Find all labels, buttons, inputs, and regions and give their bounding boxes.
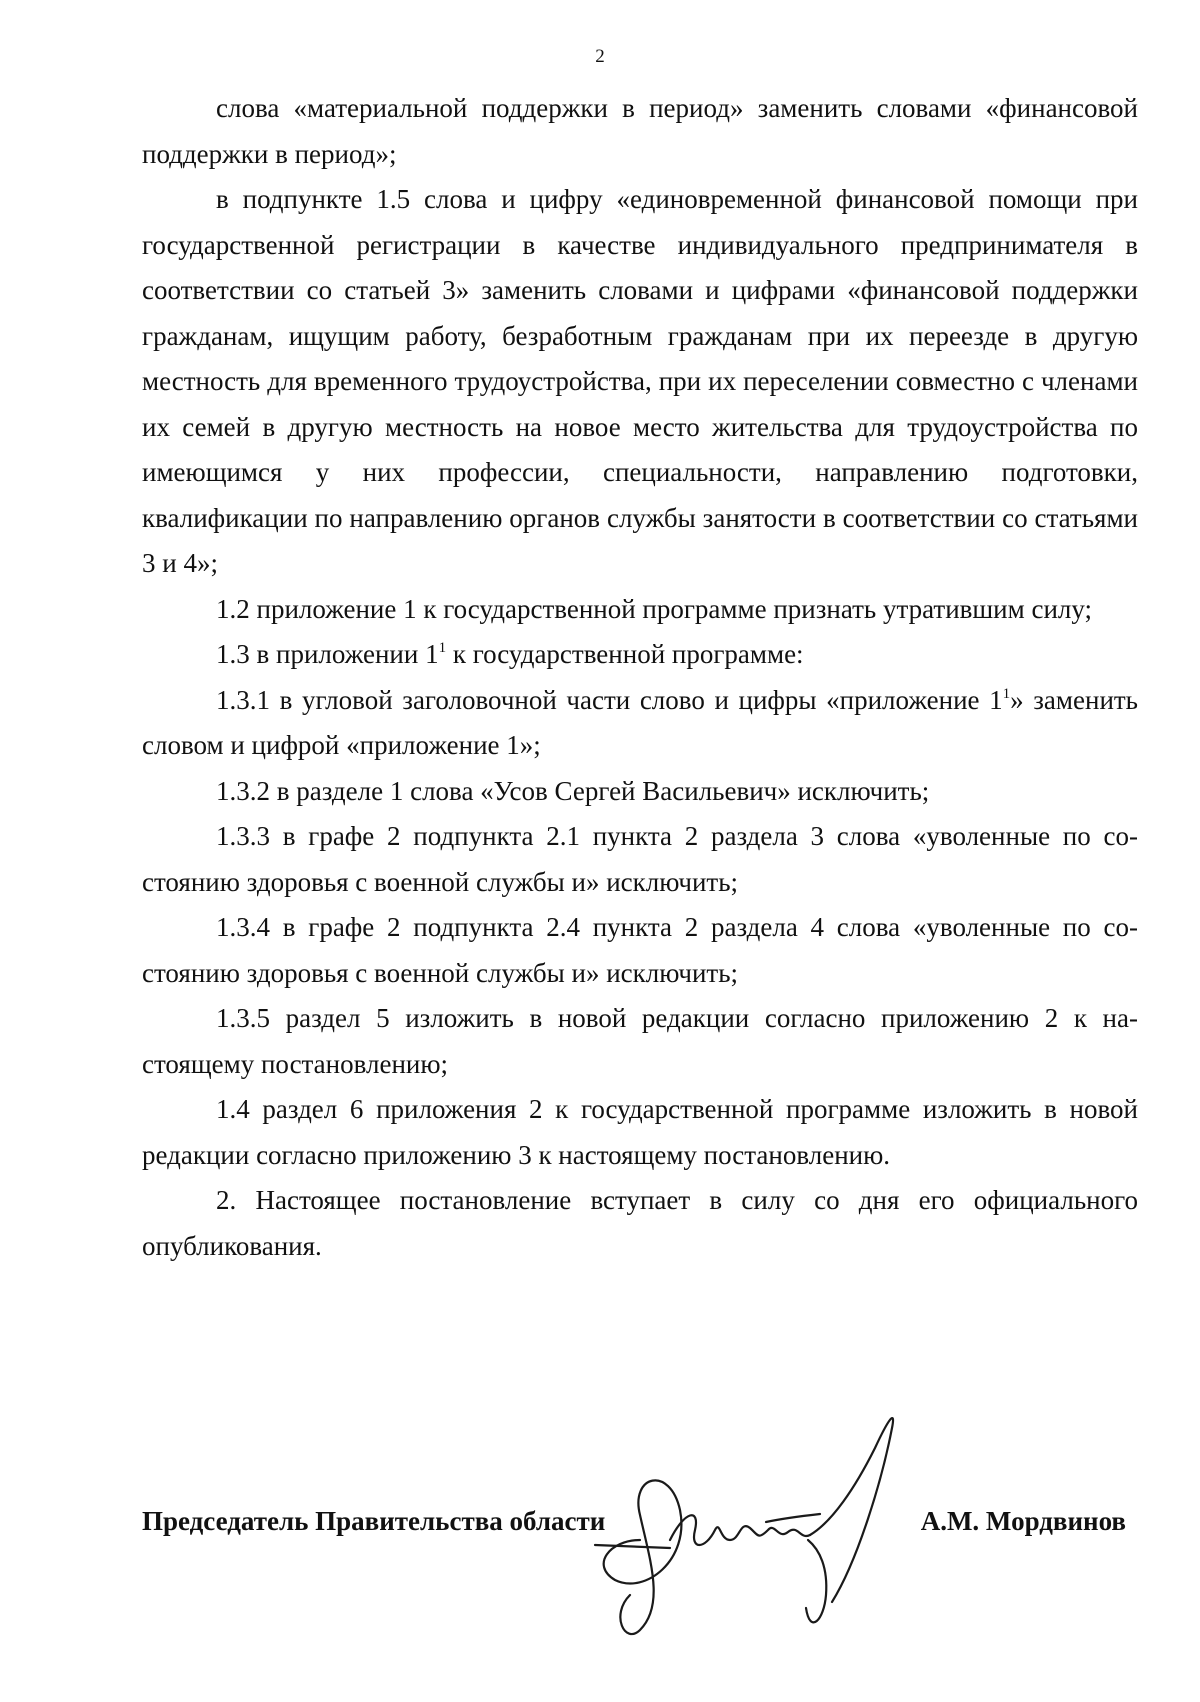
handwritten-signature: [570, 1390, 950, 1660]
document-body: [142, 86, 1138, 1269]
paragraph-4-text-start: 1.3 в приложении 1: [216, 639, 439, 669]
paragraph-11: 2. Настоящее постановление вступает в силу со дня его официального опубликования.: [142, 1185, 1138, 1261]
paragraph-7: 1.3.3 в графе 2 подпункта 2.1 пункта 2 раздела 3 слова «уволенные по состоянию здоровья с военной службы и» исключить;: [142, 821, 1138, 897]
superscript: 1: [438, 640, 447, 656]
paragraph-5-text-start: 1.3.1 в угловой заголовочной части слово и цифры «приложение 1: [216, 684, 1003, 715]
paragraph-5: [142, 678, 1138, 769]
signer-title: Председатель Правительства области: [142, 1506, 606, 1536]
paragraph-8: 1.3.4 в графе 2 подпункта 2.4 пункта 2 раздела 4 слова «уволенные по состоянию здоровья с военной службы и» исключить;: [142, 912, 1138, 988]
paragraph-3: 1.2 приложение 1 к государственной программе признать утратившим силу;: [216, 593, 1093, 624]
paragraph-2: в подпункте 1.5 слова и цифру «единовременной финансовой помощи при государственной регистрации в качестве индивидуального предпринимателя в соответствии со статьей 3» заменить словами и цифрами «финансовой поддержки гражданам, ищущим работу, безработным гражданам при их переезде в другую местность для временного трудоустройства, при их переселении совместно с членами их семей в другую местность на новое место жительства для трудоустройства по имеющимся у них профессии, специальности, направлению подготовки, квалификации по направлению органов службы занятости в соответствии со статьями 3 и 4»;: [142, 184, 1138, 578]
superscript: 1: [1002, 685, 1011, 702]
paragraph-1: слова «материальной поддержки в период» заменить словами «финансовой поддержки в период»;: [142, 93, 1138, 169]
paragraph-9: 1.3.5 раздел 5 изложить в новой редакции согласно приложению 2 к настоящему постановлению;: [142, 1003, 1138, 1079]
paragraph-4-text-end: к государственной программе:: [446, 639, 804, 669]
paragraph-4: [142, 632, 1138, 678]
paragraph-6: 1.3.2 в разделе 1 слова «Усов Сергей Васильевич» исключить;: [216, 775, 930, 806]
paragraph-10: 1.4 раздел 6 приложения 2 к государственной программе изложить в новой редакции согласно приложению 3 к настоящему постановлению.: [142, 1094, 1138, 1170]
page-number: 2: [595, 46, 605, 67]
signer-name: А.М. Мордвинов: [920, 1506, 1126, 1536]
paragraph-5-text-end: » заменить словом и цифрой «приложение 1»;: [142, 684, 1139, 760]
